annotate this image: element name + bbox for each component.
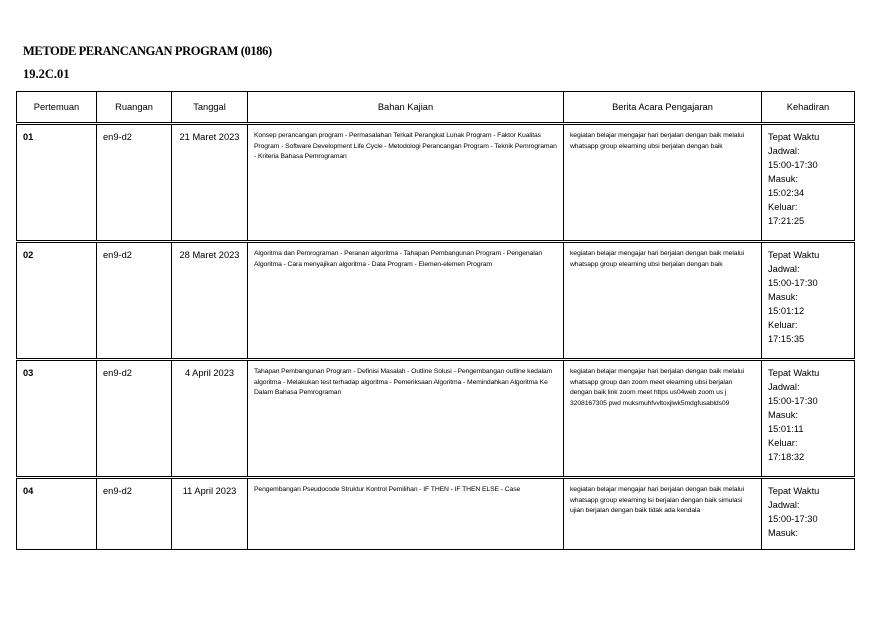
kehadiran-masuk-value: 15:01:11 <box>768 424 804 434</box>
kehadiran-jadwal-value: 15:00-17:30 <box>768 278 818 288</box>
cell-pertemuan: 02 <box>17 243 97 359</box>
cell-bahan-kajian: Tahapan Pembangunan Program - Definisi Masalah - Outline Solusi - Pengembangan outline kedalam algoritma - Melakukan test terhadap algoritma - Pemeriksaan Algoritma - Memindahkan Algoritma Ke Dalam Bahasa Pemrograman <box>248 361 564 477</box>
cell-kehadiran <box>762 361 855 477</box>
cell-pertemuan: 01 <box>17 125 97 241</box>
header-pertemuan: Pertemuan <box>17 92 97 123</box>
header-berita-acara: Berita Acara Pengajaran <box>564 92 762 123</box>
header-bahan-kajian: Bahan Kajian <box>248 92 564 123</box>
header-tanggal: Tanggal <box>172 92 248 123</box>
kehadiran-jadwal-label: Jadwal: <box>768 146 800 156</box>
kehadiran-status: Tepat Waktu <box>768 132 820 142</box>
table-row <box>17 361 855 477</box>
kehadiran-masuk-value: 15:02:34 <box>768 188 805 198</box>
cell-tanggal: 4 April 2023 <box>172 361 248 477</box>
cell-berita-acara: kegiatan belajar mengajar hari berjalan dengan baik melalui whatsapp group elearning ubsi berjalan dengan baik <box>564 243 762 359</box>
cell-ruangan: en9-d2 <box>97 125 172 241</box>
cell-bahan-kajian: Konsep perancangan program - Permasalahan Terkait Perangkat Lunak Program - Faktor Kualitas Program - Software Development Life Cycle - Metodologi Perancangan Program - Teknik Pemrograman - Kriteria Bahasa Pemrograman <box>248 125 564 241</box>
kehadiran-jadwal-label: Jadwal: <box>768 382 800 392</box>
cell-kehadiran <box>762 479 855 550</box>
cell-tanggal: 28 Maret 2023 <box>172 243 248 359</box>
kehadiran-keluar-value: 17:15:35 <box>768 334 805 344</box>
table-row <box>17 479 855 550</box>
cell-ruangan: en9-d2 <box>97 361 172 477</box>
cell-pertemuan: 03 <box>17 361 97 477</box>
cell-pertemuan: 04 <box>17 479 97 550</box>
kehadiran-masuk-label: Masuk: <box>768 292 798 302</box>
cell-berita-acara: kegiatan belajar mengajar hari berjalan dengan baik melalui whatsapp group dan zoom meet elearning ubsi berjalan dengan baik link zoom meet https us04web zoom us j 3208167305 pwd muksmuhfvvltoxjlwk5mdgfusablds09 <box>564 361 762 477</box>
cell-bahan-kajian: Pengembangan Pseudocode Struktur Kontrol Pemilihan - IF THEN - IF THEN ELSE - Case <box>248 479 564 550</box>
document-title: METODE PERANCANGAN PROGRAM (0186) <box>23 44 272 58</box>
kehadiran-keluar-value: 17:21:25 <box>768 216 805 226</box>
kehadiran-masuk-value: 15:01:12 <box>768 306 805 316</box>
kehadiran-jadwal-value: 15:00-17:30 <box>768 396 818 406</box>
kehadiran-masuk-label: Masuk: <box>768 528 798 538</box>
kehadiran-keluar-value: 17:18:32 <box>768 452 805 462</box>
header-ruangan: Ruangan <box>97 92 172 123</box>
kehadiran-jadwal-value: 15:00-17:30 <box>768 160 818 170</box>
cell-kehadiran <box>762 243 855 359</box>
cell-ruangan: en9-d2 <box>97 243 172 359</box>
cell-ruangan: en9-d2 <box>97 479 172 550</box>
cell-berita-acara: kegiatan belajar mengajar hari berjalan dengan baik melalui whatsapp group elearning lsi berjalan dengan baik simulasi ujian berjalan dengan baik tidak ada kendala <box>564 479 762 550</box>
kehadiran-keluar-label: Keluar: <box>768 320 798 330</box>
attendance-table <box>16 91 855 550</box>
table-row <box>17 243 855 359</box>
kehadiran-jadwal-label: Jadwal: <box>768 500 800 510</box>
kehadiran-status: Tepat Waktu <box>768 368 820 378</box>
kehadiran-masuk-label: Masuk: <box>768 410 798 420</box>
class-code: 19.2C.01 <box>23 67 70 81</box>
kehadiran-keluar-label: Keluar: <box>768 438 798 448</box>
kehadiran-status: Tepat Waktu <box>768 250 820 260</box>
kehadiran-status: Tepat Waktu <box>768 486 820 496</box>
kehadiran-jadwal-label: Jadwal: <box>768 264 800 274</box>
kehadiran-keluar-label: Keluar: <box>768 202 798 212</box>
cell-bahan-kajian: Algoritma dan Pemrograman - Peranan algoritma - Tahapan Pembangunan Program - Pengenalan Algoritma - Cara menyajikan algoritma - Data Program - Elemen-elemen Program <box>248 243 564 359</box>
table-row <box>17 125 855 241</box>
table-header-row <box>17 92 855 123</box>
cell-tanggal: 21 Maret 2023 <box>172 125 248 241</box>
header-kehadiran: Kehadiran <box>762 92 855 123</box>
kehadiran-jadwal-value: 15:00-17:30 <box>768 514 818 524</box>
cell-tanggal: 11 April 2023 <box>172 479 248 550</box>
kehadiran-masuk-label: Masuk: <box>768 174 798 184</box>
cell-berita-acara: kegiatan belajar mengajar hari berjalan dengan baik melalui whatsapp group elearning ubsi berjalan dengan baik <box>564 125 762 241</box>
cell-kehadiran <box>762 125 855 241</box>
